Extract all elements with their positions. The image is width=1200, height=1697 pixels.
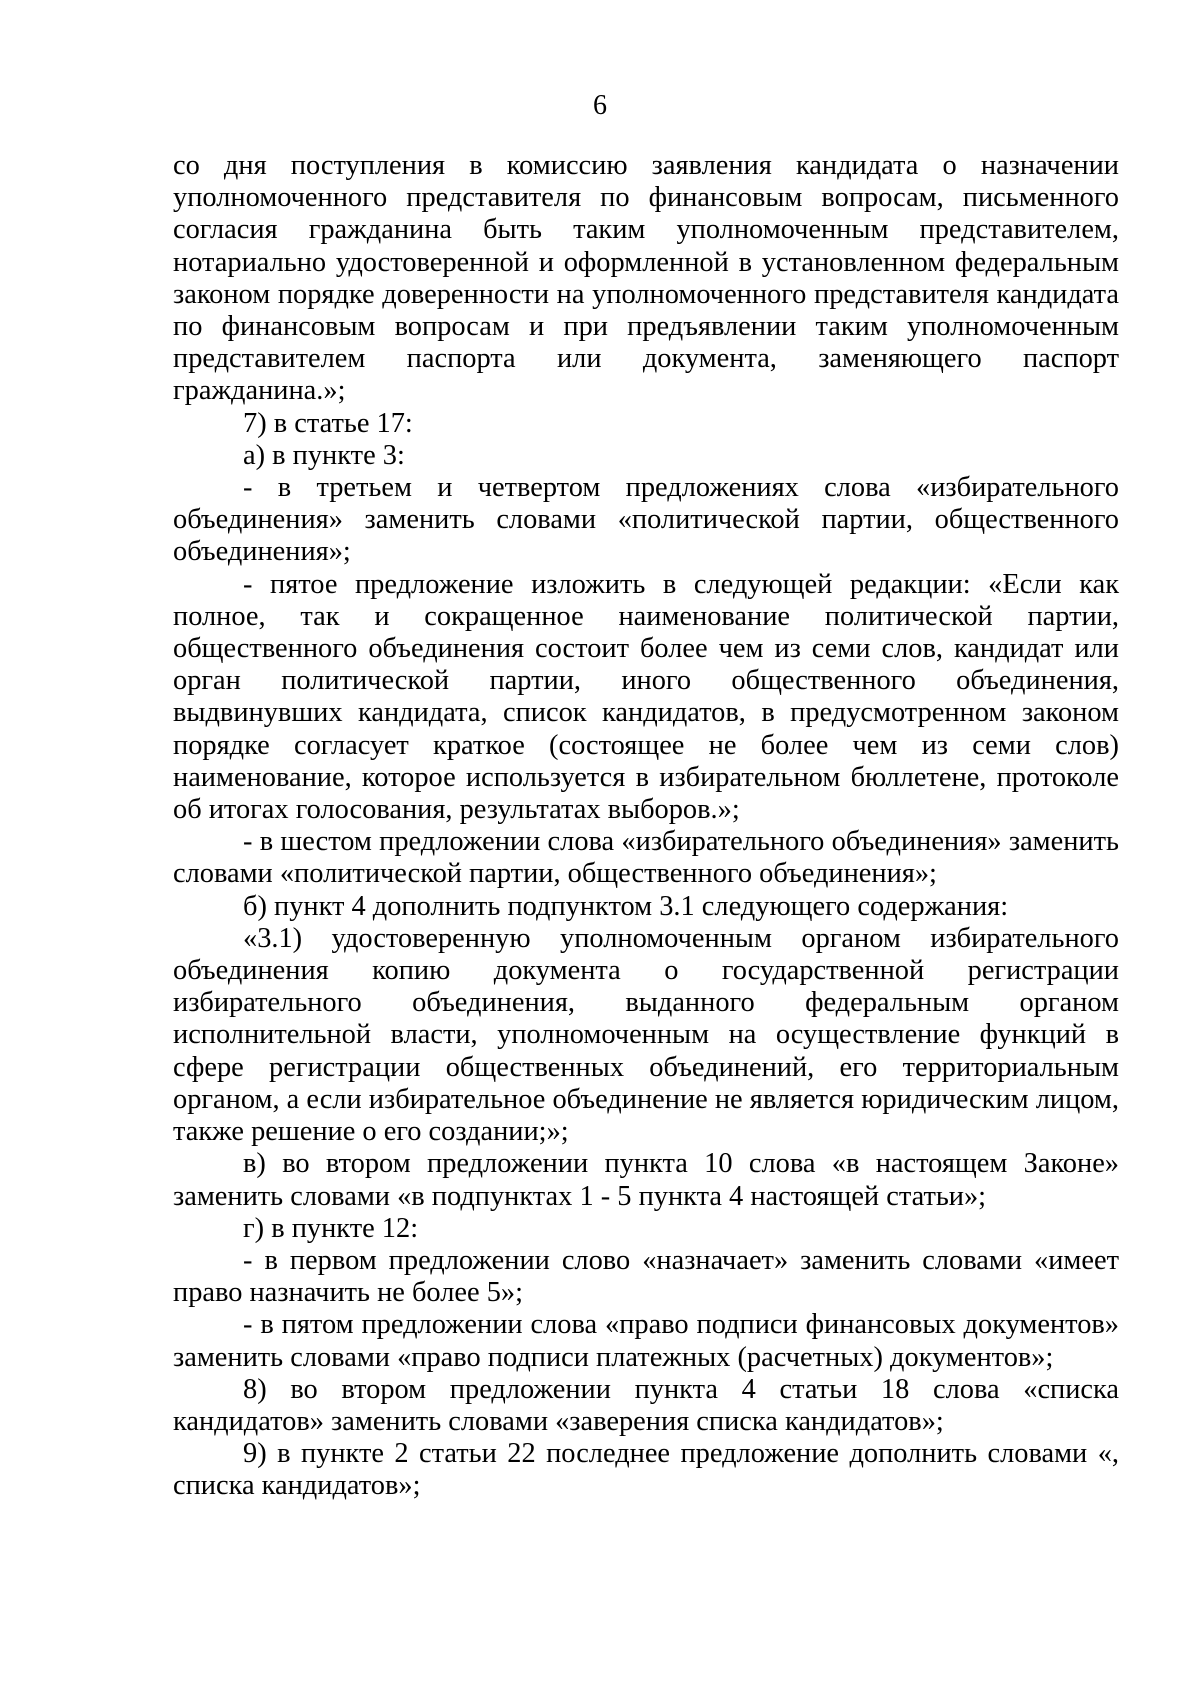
paragraph-7: б) пункт 4 дополнить подпунктом 3.1 следующего содержания: [243, 890, 1009, 922]
paragraph-9: в) во втором предложении пункта 10 слова «в настоящем Законе» заменить словами «в подпунктах 1 - 5 пункта 4 настоящей статьи»; [173, 1148, 1119, 1212]
paragraph-4: - в третьем и четвертом предложениях слова «избирательного объединения» заменить словами «политической партии, общественного объединения»; [173, 472, 1119, 568]
paragraph-6: - в шестом предложении слова «избирательного объединения» заменить словами «политической партии, общественного объединения»; [173, 826, 1119, 890]
paragraph-11: - в первом предложении слово «назначает» заменить словами «имеет право назначить не более 5»; [173, 1244, 1119, 1309]
paragraph-5: - пятое предложение изложить в следующей редакции: «Если как полное, так и сокращенное наименование политической партии, общественного объединения состоит более чем из семи слов, кандидат или орган политической партии, иного общественного объединения, выдвинувших кандидата, список кандидатов, в предусмотренном законом порядке согласует краткое (состоящее не более чем из семи слов) наименование, которое используется в избирательном бюллетене, протоколе об итогах голосования, результатах выборов.»; [173, 568, 1119, 826]
paragraph-13: 8) во втором предложении пункта 4 статьи 18 слова «списка кандидатов» заменить словами «заверения списка кандидатов»; [173, 1373, 1119, 1437]
paragraph-10: г) в пункте 12: [243, 1212, 419, 1244]
paragraph-2: 7) в статье 17: [243, 407, 413, 439]
paragraph-3: а) в пункте 3: [243, 439, 405, 471]
page-number: 6 [593, 90, 607, 121]
paragraph-1: со дня поступления в комиссию заявления кандидата о назначении уполномоченного представителя по финансовым вопросам, письменного согласия гражданина быть таким уполномоченным представителем, нотариально удостоверенной и оформленной в установленном федеральным законом порядке доверенности на уполномоченного представителя кандидата по финансовым вопросам и при предъявлении таким уполномоченным представителем паспорта или документа, заменяющего паспорт гражданина.»; [173, 150, 1119, 407]
paragraph-8: «3.1) удостоверенную уполномоченным органом избирательного объединения копию документа о государственной регистрации избирательного объединения, выданного федеральным органом исполнительной власти, уполномоченным на осуществление функций в сфере регистрации общественных объединений, его территориальным органом, а если избирательное объединение не является юридическим лицом, также решение о его создании;»; [173, 922, 1119, 1148]
document-body [173, 150, 1119, 1503]
paragraph-14: 9) в пункте 2 статьи 22 последнее предложение дополнить словами «, списка кандидатов»; [173, 1438, 1119, 1502]
paragraph-12: - в пятом предложении слова «право подписи финансовых документов» заменить словами «право подписи платежных (расчетных) документов»; [173, 1309, 1119, 1373]
